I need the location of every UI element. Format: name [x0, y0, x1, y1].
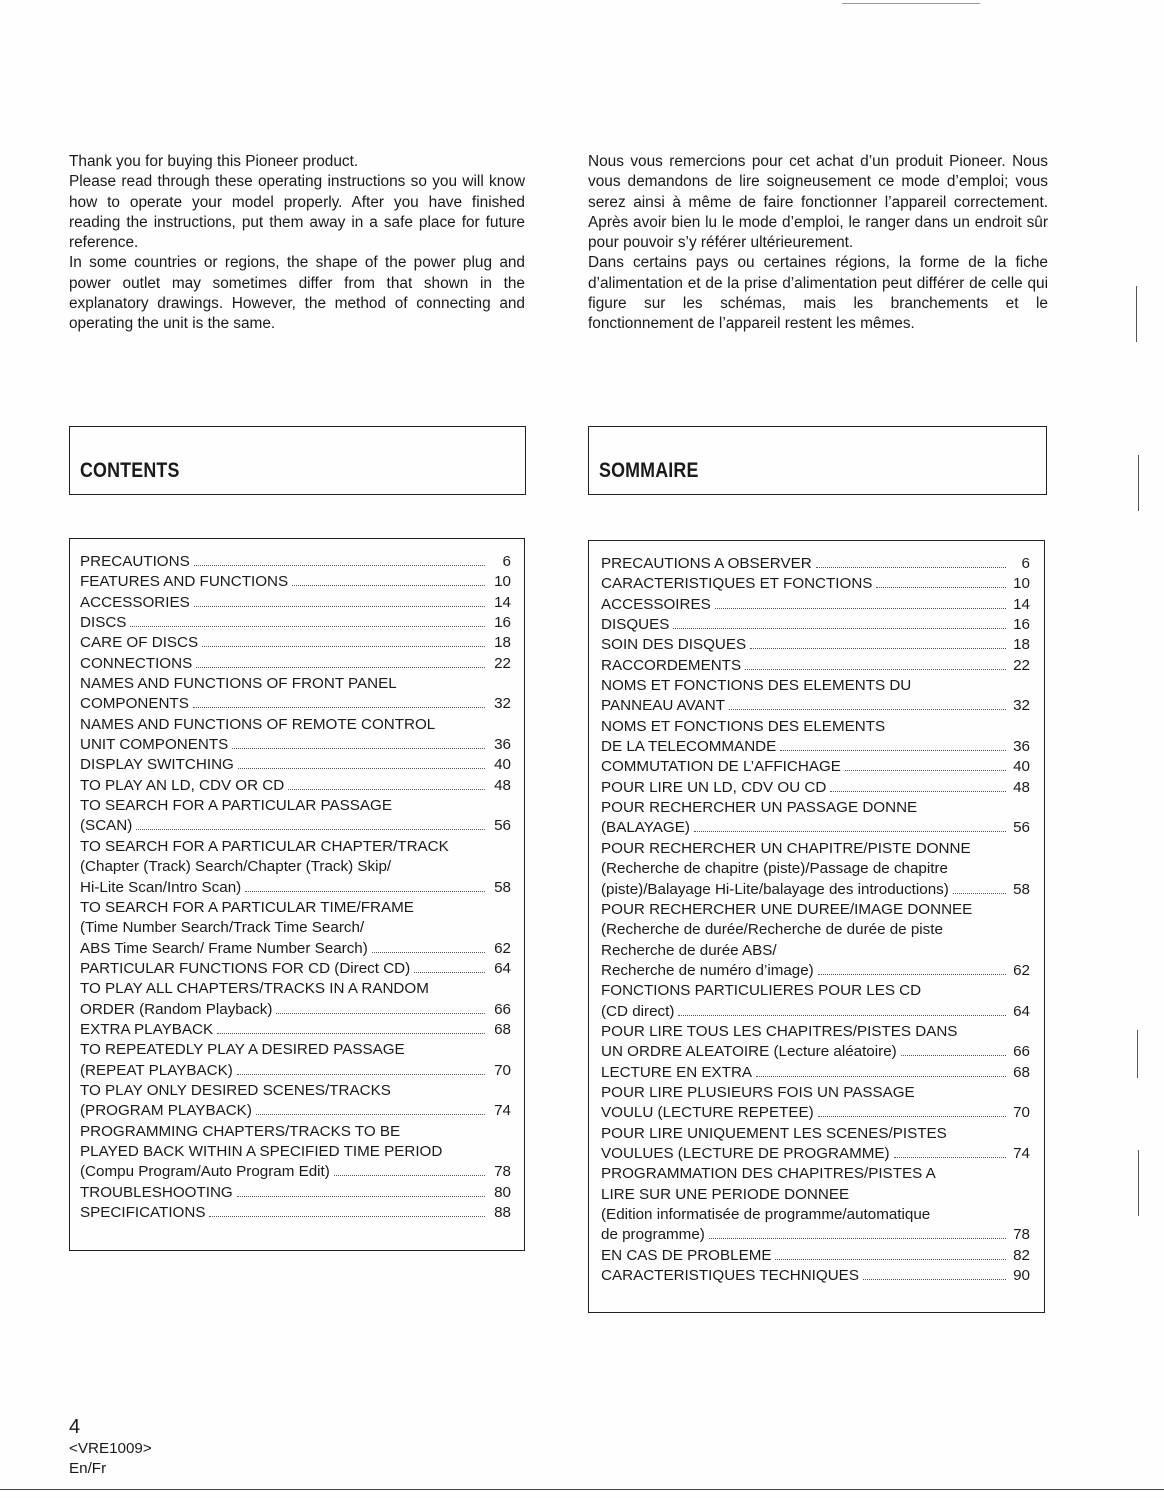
top-edge-rule: [842, 3, 980, 4]
contents-heading-box: [69, 426, 526, 495]
contents-entry-title: DISPLAY SWITCHING: [80, 756, 234, 774]
page-number: 4: [69, 1416, 81, 1438]
sommaire-entry-page: 6: [1021, 555, 1030, 572]
contents-entry-title: TO SEARCH FOR A PARTICULAR PASSAGE: [80, 797, 392, 815]
intro-english: [69, 152, 525, 335]
sommaire-entry-page: 64: [1013, 1002, 1030, 1020]
contents-entry-line: [80, 755, 511, 775]
contents-entry-title: PLAYED BACK WITHIN A SPECIFIED TIME PERIOD: [80, 1142, 443, 1160]
sommaire-entry-line: [601, 1246, 1030, 1266]
dot-leader: [750, 636, 1006, 649]
sommaire-entry-title: SOIN DES DISQUES: [601, 636, 747, 654]
contents-entry-page: 66: [494, 1000, 511, 1018]
contents-entry-line: [80, 1101, 511, 1121]
contents-entry-title: TROUBLESHOOTING: [80, 1183, 233, 1201]
sommaire-entry: [601, 635, 1030, 655]
intro-fr-paragraph-1: Nous vous remercions pour cet achat d’un produit Pioneer. Nous vous demandons de lire soigneusement ce mode d’emploi; vous serez ainsi à même de faire fonctionner l’appareil correctement. Après avoir bien lu le mode d’emploi, le ranger dans un endroit sûr pour pouvoir s’y référer ultérieurement.: [588, 153, 1048, 252]
sommaire-entry: [601, 615, 1030, 635]
contents-entry: [80, 979, 511, 1020]
dot-leader: [830, 779, 1006, 792]
contents-entry-title: DISCS: [80, 614, 127, 632]
dot-leader: [130, 614, 485, 627]
contents-entry-line: [80, 735, 511, 755]
dot-leader: [256, 1102, 485, 1115]
contents-entry: [80, 613, 511, 633]
sommaire-entry: [601, 778, 1030, 798]
contents-entry: [80, 959, 511, 979]
sommaire-entry-line: [601, 961, 1030, 981]
sommaire-entry-page: 82: [1013, 1246, 1030, 1264]
sommaire-entry-title: de programme): [601, 1226, 705, 1244]
sommaire-entry: [601, 717, 1030, 758]
contents-entry-page: 36: [494, 736, 511, 754]
contents-entry-title: (Time Number Search/Track Time Search/: [80, 919, 365, 937]
dot-leader: [780, 738, 1006, 751]
sommaire-entry: [601, 798, 1030, 839]
sommaire-entry-page: 68: [1013, 1063, 1030, 1081]
contents-entry-line: [80, 654, 511, 674]
contents-entry-line: [80, 1020, 511, 1040]
contents-entry-title: TO PLAY ALL CHAPTERS/TRACKS IN A RANDOM: [80, 980, 429, 998]
intro-en-paragraph-3: In some countries or regions, the shape of the power plug and power outlet may sometimes differ from that shown in the explanatory drawings. However, the method of connecting and operating the unit is the same.: [69, 254, 525, 333]
contents-entry: [80, 654, 511, 674]
contents-entry-line: [80, 572, 511, 592]
contents-entry-line: [80, 1183, 511, 1203]
contents-entry-page: 22: [494, 654, 511, 672]
dot-leader: [414, 960, 485, 973]
contents-entry-title: EXTRA PLAYBACK: [80, 1020, 214, 1038]
language-code: En/Fr: [69, 1460, 107, 1477]
sommaire-entry-title: NOMS ET FONCTIONS DES ELEMENTS: [601, 717, 886, 735]
scan-mark: [1137, 1030, 1138, 1078]
sommaire-entry-line: [601, 696, 1030, 716]
sommaire-entry-title: POUR RECHERCHER UN CHAPITRE/PISTE DONNE: [601, 839, 971, 857]
bottom-edge-rule: [0, 1489, 1164, 1490]
sommaire-entry-line: [601, 656, 1030, 676]
contents-entry-title: PRECAUTIONS: [80, 553, 190, 570]
contents-entry-title: ACCESSORIES: [80, 593, 190, 611]
sommaire-entry-page: 74: [1013, 1144, 1030, 1162]
contents-entry-title: CONNECTIONS: [80, 654, 193, 672]
contents-heading: CONTENTS: [80, 459, 180, 482]
contents-entry-page: 64: [494, 959, 511, 977]
contents-entry-page: 40: [494, 756, 511, 774]
sommaire-entry-title: COMMUTATION DE L’AFFICHAGE: [601, 758, 841, 776]
scan-mark: [1136, 286, 1137, 342]
contents-entry-page: 78: [494, 1163, 511, 1181]
dot-leader: [894, 1145, 1006, 1158]
dot-leader: [715, 596, 1006, 609]
contents-entry-page: 6: [502, 553, 511, 570]
contents-entry-page: 62: [494, 939, 511, 957]
sommaire-entry-title: (Edition informatisée de programme/automatique: [601, 1206, 931, 1223]
contents-entry-title: COMPONENTS: [80, 695, 189, 713]
contents-entry-line: [80, 776, 511, 796]
dot-leader: [863, 1267, 1006, 1280]
dot-leader: [876, 575, 1006, 588]
dot-leader: [196, 655, 485, 668]
dot-leader: [845, 758, 1006, 771]
dot-leader: [193, 695, 485, 708]
sommaire-entry-page: 40: [1013, 758, 1030, 776]
contents-entry: [80, 715, 511, 756]
contents-entry-line: [80, 593, 511, 613]
sommaire-entry-title: LIRE SUR UNE PERIODE DONNEE: [601, 1185, 850, 1203]
contents-entry-line: [80, 1000, 511, 1020]
sommaire-entry-title: (Recherche de chapitre (piste)/Passage de chapitre: [601, 860, 948, 878]
sommaire-entry-title: POUR LIRE PLUSIEURS FOIS UN PASSAGE: [601, 1083, 915, 1101]
sommaire-entry-page: 18: [1013, 636, 1030, 654]
intro-en-paragraph-2: Please read through these operating instructions so you will know how to operate your model properly. After you have finished reading the instructions, put them away in a safe place for future reference.: [69, 173, 525, 252]
sommaire-entry-title: VOULUES (LECTURE DE PROGRAMME): [601, 1144, 890, 1162]
sommaire-entry-page: 90: [1013, 1267, 1030, 1285]
contents-entry: [80, 776, 511, 796]
contents-entry-line: [80, 939, 511, 959]
contents-entry: [80, 755, 511, 775]
sommaire-entry-title: ACCESSOIRES: [601, 595, 711, 613]
dot-leader: [276, 1000, 485, 1013]
contents-entry-title: Hi-Lite Scan/Intro Scan): [80, 878, 242, 896]
dot-leader: [202, 634, 485, 647]
contents-entry-line: [80, 552, 511, 572]
sommaire-entry-title: POUR RECHERCHER UNE DUREE/IMAGE DONNEE: [601, 900, 973, 918]
sommaire-entry-title: PANNEAU AVANT: [601, 697, 726, 715]
sommaire-entry-line: [601, 1103, 1030, 1123]
intro-en-paragraph-1: Thank you for buying this Pioneer product.: [69, 153, 359, 170]
contents-entry: [80, 552, 511, 572]
sommaire-entry-line: [601, 757, 1030, 777]
dot-leader: [194, 553, 485, 566]
sommaire-entry-page: 56: [1013, 819, 1030, 837]
sommaire-entry-line: [601, 635, 1030, 655]
sommaire-entry-line: [601, 615, 1030, 635]
sommaire-entry-title: Recherche de durée ABS/: [601, 941, 777, 959]
dot-leader: [729, 697, 1006, 710]
contents-entry-line: [80, 1162, 511, 1182]
contents-entry: [80, 1183, 511, 1203]
contents-entry-title: PARTICULAR FUNCTIONS FOR CD (Direct CD): [80, 959, 411, 977]
sommaire-entry-page: 48: [1013, 778, 1030, 796]
dot-leader: [818, 962, 1006, 975]
dot-leader: [238, 756, 485, 769]
contents-entry-page: 32: [494, 695, 511, 713]
sommaire-entry-title: CARACTERISTIQUES ET FONCTIONS: [601, 575, 873, 593]
sommaire-entry-line: [601, 1063, 1030, 1083]
sommaire-heading: SOMMAIRE: [599, 459, 699, 482]
sommaire-entry-line: [601, 1002, 1030, 1022]
contents-entry-page: 56: [494, 817, 511, 835]
dot-leader: [816, 555, 1006, 568]
contents-entry-page: 70: [494, 1061, 511, 1079]
dot-leader: [288, 777, 485, 790]
sommaire-entry-page: 16: [1013, 616, 1030, 634]
contents-entry-page: 88: [494, 1204, 511, 1221]
dot-leader: [232, 736, 485, 749]
sommaire-entry: [601, 574, 1030, 594]
sommaire-entry-title: EN CAS DE PROBLEME: [601, 1246, 772, 1264]
sommaire-entry: [601, 554, 1030, 574]
sommaire-entry-page: 14: [1013, 595, 1030, 613]
sommaire-entry-page: 36: [1013, 738, 1030, 756]
sommaire-entry-title: (Recherche de durée/Recherche de durée de piste: [601, 921, 943, 939]
dot-leader: [237, 1184, 485, 1197]
contents-entry-title: ABS Time Search/ Frame Number Search): [80, 939, 368, 957]
sommaire-entry-page: 66: [1013, 1043, 1030, 1061]
sommaire-entry-title: CARACTERISTIQUES TECHNIQUES: [601, 1267, 859, 1285]
contents-entry: [80, 572, 511, 592]
intro-french: [588, 152, 1048, 335]
sommaire-entry: [601, 1124, 1030, 1165]
sommaire-entry: [601, 1266, 1030, 1286]
sommaire-entry-line: [601, 554, 1030, 574]
scan-mark: [1138, 455, 1139, 511]
intro-fr-paragraph-2: Dans certains pays ou certaines régions, la forme de la fiche d’alimentation et de la prise d’alimentation peut différer de celle qui figure sur les schémas, mais les branchements et le fonctionnement de l’appareil restent les mêmes.: [588, 254, 1048, 333]
dot-leader: [775, 1247, 1006, 1260]
sommaire-entry-title: LECTURE EN EXTRA: [601, 1063, 753, 1081]
sommaire-entry: [601, 900, 1030, 981]
contents-entry: [80, 1020, 511, 1040]
sommaire-entry-page: 22: [1013, 656, 1030, 674]
sommaire-entry-line: [601, 778, 1030, 798]
sommaire-entry: [601, 1164, 1030, 1245]
sommaire-entry: [601, 757, 1030, 777]
dot-leader: [209, 1204, 485, 1217]
contents-entry-page: 74: [494, 1102, 511, 1120]
sommaire-entry-title: RACCORDEMENTS: [601, 656, 742, 674]
sommaire-entry-title: DE LA TELECOMMANDE: [601, 738, 777, 756]
sommaire-heading-box: [588, 426, 1047, 495]
dot-leader: [901, 1043, 1006, 1056]
sommaire-entry: [601, 595, 1030, 615]
contents-entry-title: TO PLAY ONLY DESIRED SCENES/TRACKS: [80, 1081, 391, 1099]
contents-entry-title: (PROGRAM PLAYBACK): [80, 1102, 252, 1120]
sommaire-entry-title: POUR LIRE UNIQUEMENT LES SCENES/PISTES: [601, 1124, 947, 1142]
sommaire-entry-page: 78: [1013, 1226, 1030, 1244]
dot-leader: [194, 594, 485, 607]
contents-entry-page: 48: [494, 776, 511, 794]
sommaire-entry-title: POUR RECHERCHER UN PASSAGE DONNE: [601, 799, 918, 817]
contents-entry-line: [80, 613, 511, 633]
sommaire-entry: [601, 1063, 1030, 1083]
contents-entry-title: TO PLAY AN LD, CDV OR CD: [80, 776, 285, 794]
sommaire-entry-page: 70: [1013, 1104, 1030, 1122]
contents-entry-page: 10: [494, 573, 511, 591]
dot-leader: [136, 817, 485, 830]
sommaire-entry-page: 62: [1013, 961, 1030, 979]
contents-entry-line: [80, 1203, 511, 1223]
contents-entry-title: (REPEAT PLAYBACK): [80, 1061, 233, 1079]
sommaire-entry-title: VOULU (LECTURE REPETEE): [601, 1104, 814, 1122]
page-footer: [69, 1415, 152, 1479]
contents-entry-title: FEATURES AND FUNCTIONS: [80, 573, 289, 591]
contents-entry-title: (SCAN): [80, 817, 133, 835]
contents-entry: [80, 1081, 511, 1122]
dot-leader: [709, 1226, 1006, 1239]
contents-entry-title: TO REPEATEDLY PLAY A DESIRED PASSAGE: [80, 1041, 405, 1059]
sommaire-entry-title: Recherche de numéro d’image): [601, 961, 814, 979]
contents-entry: [80, 674, 511, 715]
dot-leader: [745, 657, 1006, 670]
contents-entry-title: TO SEARCH FOR A PARTICULAR TIME/FRAME: [80, 898, 414, 916]
contents-entry-title: PROGRAMMING CHAPTERS/TRACKS TO BE: [80, 1122, 401, 1140]
sommaire-entry-line: [601, 1225, 1030, 1245]
contents-entry: [80, 593, 511, 613]
sommaire-entry: [601, 1022, 1030, 1063]
contents-entry: [80, 1203, 511, 1223]
sommaire-entry-title: PRECAUTIONS A OBSERVER: [601, 555, 812, 572]
dot-leader: [756, 1063, 1006, 1076]
contents-entry: [80, 837, 511, 898]
document-code: <VRE1009>: [69, 1440, 152, 1457]
contents-entry-title: NAMES AND FUNCTIONS OF FRONT PANEL: [80, 675, 397, 693]
sommaire-entry: [601, 839, 1030, 900]
contents-entry-page: 14: [494, 593, 511, 611]
contents-entry-title: (Compu Program/Auto Program Edit): [80, 1163, 330, 1181]
dot-leader: [678, 1002, 1006, 1015]
sommaire-list: [588, 540, 1045, 1313]
contents-entry-line: [80, 816, 511, 836]
dot-leader: [694, 819, 1006, 832]
dot-leader: [292, 573, 485, 586]
dot-leader: [237, 1061, 485, 1074]
dot-leader: [372, 939, 485, 952]
contents-entry-title: TO SEARCH FOR A PARTICULAR CHAPTER/TRACK: [80, 837, 449, 855]
sommaire-entry-line: [601, 818, 1030, 838]
dot-leader: [217, 1021, 485, 1034]
contents-entry-page: 68: [494, 1020, 511, 1038]
contents-entry-line: [80, 694, 511, 714]
contents-entry-title: SPECIFICATIONS: [80, 1204, 206, 1221]
sommaire-entry-line: [601, 880, 1030, 900]
sommaire-entry: [601, 656, 1030, 676]
sommaire-entry-title: POUR LIRE UN LD, CDV OU CD: [601, 778, 827, 796]
contents-entry: [80, 1122, 511, 1183]
contents-entry: [80, 633, 511, 653]
contents-list: [69, 538, 525, 1251]
contents-entry-page: 16: [494, 614, 511, 632]
sommaire-entry-title: UN ORDRE ALEATOIRE (Lecture aléatoire): [601, 1043, 897, 1061]
contents-entry-line: [80, 959, 511, 979]
sommaire-entry-line: [601, 1144, 1030, 1164]
sommaire-entry-title: (CD direct): [601, 1002, 675, 1020]
sommaire-entry: [601, 676, 1030, 717]
contents-entry-title: CARE OF DISCS: [80, 634, 199, 652]
contents-entry-title: NAMES AND FUNCTIONS OF REMOTE CONTROL: [80, 715, 436, 733]
dot-leader: [673, 616, 1006, 629]
contents-entry: [80, 796, 511, 837]
sommaire-entry-title: NOMS ET FONCTIONS DES ELEMENTS DU: [601, 677, 912, 695]
scan-mark: [1138, 1150, 1139, 1216]
sommaire-entry: [601, 1083, 1030, 1124]
contents-entry-line: [80, 878, 511, 898]
contents-entry: [80, 898, 511, 959]
sommaire-entry-title: (BALAYAGE): [601, 819, 690, 837]
contents-entry-page: 18: [494, 634, 511, 652]
contents-entry-line: [80, 1061, 511, 1081]
sommaire-entry-page: 10: [1013, 575, 1030, 593]
contents-entry-title: (Chapter (Track) Search/Chapter (Track) Skip/: [80, 858, 392, 876]
sommaire-entry-title: PROGRAMMATION DES CHAPITRES/PISTES A: [601, 1165, 936, 1183]
contents-entry: [80, 1040, 511, 1081]
sommaire-entry-page: 32: [1013, 697, 1030, 715]
sommaire-entry: [601, 1246, 1030, 1266]
dot-leader: [953, 880, 1006, 893]
sommaire-entry-page: 58: [1013, 880, 1030, 898]
contents-entry-title: UNIT COMPONENTS: [80, 736, 229, 754]
sommaire-entry-title: POUR LIRE TOUS LES CHAPITRES/PISTES DANS: [601, 1022, 958, 1040]
sommaire-entry-line: [601, 574, 1030, 594]
sommaire-entry-line: [601, 595, 1030, 615]
contents-entry-page: 58: [494, 878, 511, 896]
sommaire-entry-line: [601, 1266, 1030, 1286]
dot-leader: [245, 878, 485, 891]
contents-entry-title: ORDER (Random Playback): [80, 1000, 273, 1018]
contents-entry-page: 80: [494, 1183, 511, 1201]
sommaire-entry: [601, 981, 1030, 1022]
dot-leader: [818, 1104, 1006, 1117]
contents-entry-line: [80, 633, 511, 653]
sommaire-entry-line: [601, 1042, 1030, 1062]
sommaire-entry-title: (piste)/Balayage Hi-Lite/balayage des introductions): [601, 880, 949, 898]
sommaire-entry-title: FONCTIONS PARTICULIERES POUR LES CD: [601, 982, 922, 1000]
dot-leader: [334, 1163, 485, 1176]
sommaire-entry-title: DISQUES: [601, 616, 670, 634]
sommaire-entry-line: [601, 737, 1030, 757]
